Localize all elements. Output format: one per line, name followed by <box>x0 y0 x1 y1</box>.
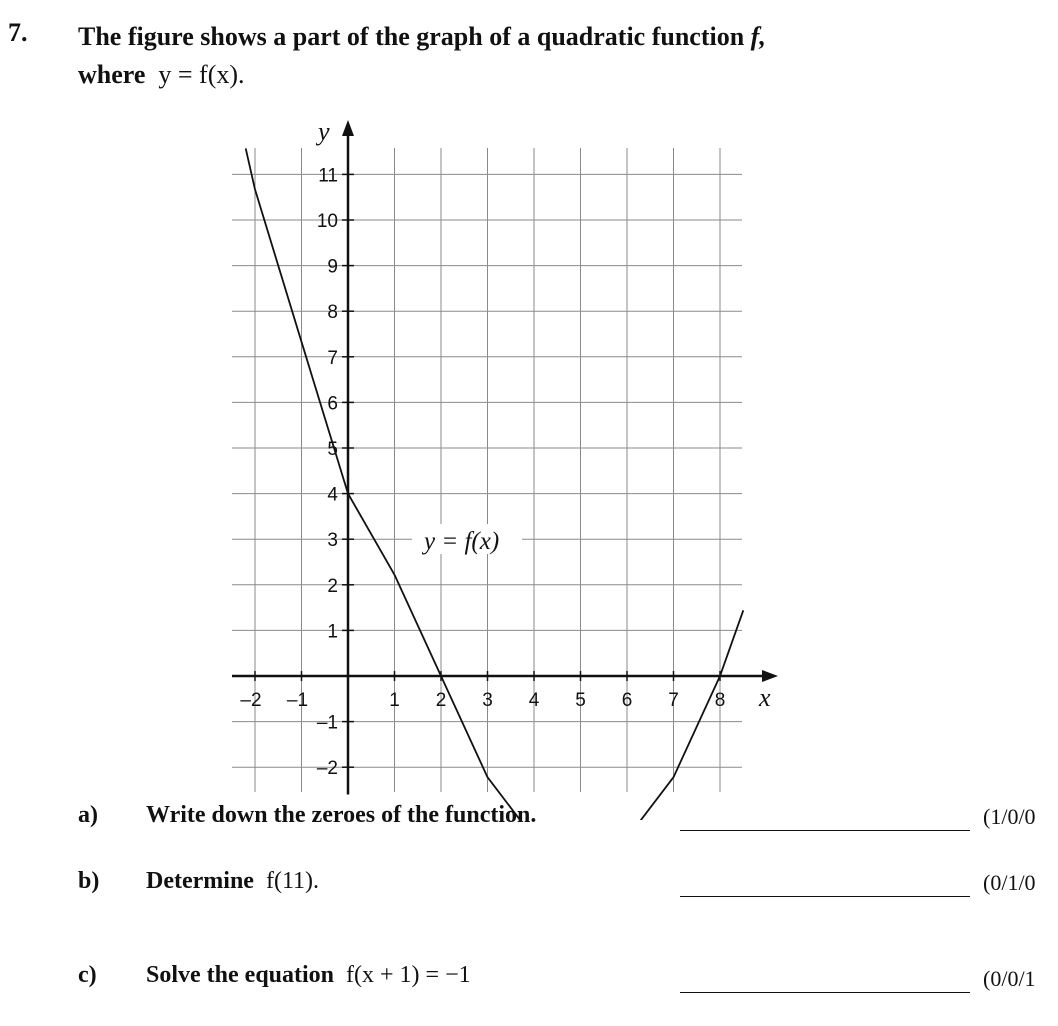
question-number: 7. <box>8 18 28 47</box>
x-axis-arrow <box>762 670 778 682</box>
y-axis-label: y <box>318 117 330 146</box>
curve-label: y = f(x) <box>424 528 500 555</box>
stem-equation: y = f(x). <box>158 60 245 89</box>
x-axis-label: x <box>759 683 771 712</box>
y-tick-label: 6 <box>327 393 338 415</box>
y-tick-label: 9 <box>327 256 338 278</box>
y-tick-label: 1 <box>327 621 338 643</box>
stem-line-1-text: The figure shows a part of the graph of a quadratic function <box>78 22 745 51</box>
part-b-text-wrap <box>146 868 319 895</box>
y-tick-label: 7 <box>327 347 338 369</box>
y-tick-label: 2 <box>327 575 338 597</box>
x-tick-label: –2 <box>240 690 262 711</box>
x-tick-label: 3 <box>482 690 493 711</box>
marks-a: (1/0/0 <box>983 804 1036 829</box>
part-b-text: Determine <box>146 868 254 894</box>
x-tick-label: 6 <box>621 690 633 711</box>
x-tick-label: 5 <box>575 690 586 711</box>
answer-line-c[interactable] <box>680 992 970 993</box>
part-c-math: f(x + 1) = −1 <box>346 962 471 988</box>
y-tick-label: 3 <box>327 530 338 552</box>
y-tick-label: 11 <box>318 165 338 187</box>
x-tick-label: 4 <box>528 690 540 711</box>
part-c <box>78 962 978 1002</box>
part-a-label: a) <box>78 802 98 828</box>
x-tick-label: 8 <box>714 690 726 711</box>
part-b-label: b) <box>78 868 100 894</box>
y-tick-label: –2 <box>316 758 338 780</box>
y-tick-label: 8 <box>327 302 338 324</box>
marks-b: (0/1/0 <box>983 870 1036 895</box>
x-tick-label: –1 <box>286 690 309 711</box>
part-c-text: Solve the equation <box>146 962 335 988</box>
y-tick-label: –1 <box>316 712 338 734</box>
marks-c: (0/0/1 <box>983 966 1036 991</box>
y-axis-arrow <box>342 120 354 136</box>
stem-line-2-text: where <box>78 60 146 89</box>
part-a-text: Write down the zeroes of the function. <box>146 802 537 828</box>
y-tick-label: 4 <box>327 484 338 506</box>
part-a <box>78 802 978 842</box>
part-b <box>78 868 978 908</box>
x-tick-label: 2 <box>435 690 447 711</box>
x-tick-label: 1 <box>389 690 400 711</box>
x-tick-label: 7 <box>668 690 679 711</box>
part-c-label: c) <box>78 962 97 988</box>
stem-function-name: f, <box>750 22 766 51</box>
answer-line-a[interactable] <box>680 830 970 831</box>
y-tick-label: 10 <box>316 211 338 232</box>
part-c-text-wrap <box>146 962 471 989</box>
answer-line-b[interactable] <box>680 896 970 897</box>
y-tick-label: 5 <box>327 439 338 460</box>
part-b-math: f(11). <box>265 868 320 894</box>
